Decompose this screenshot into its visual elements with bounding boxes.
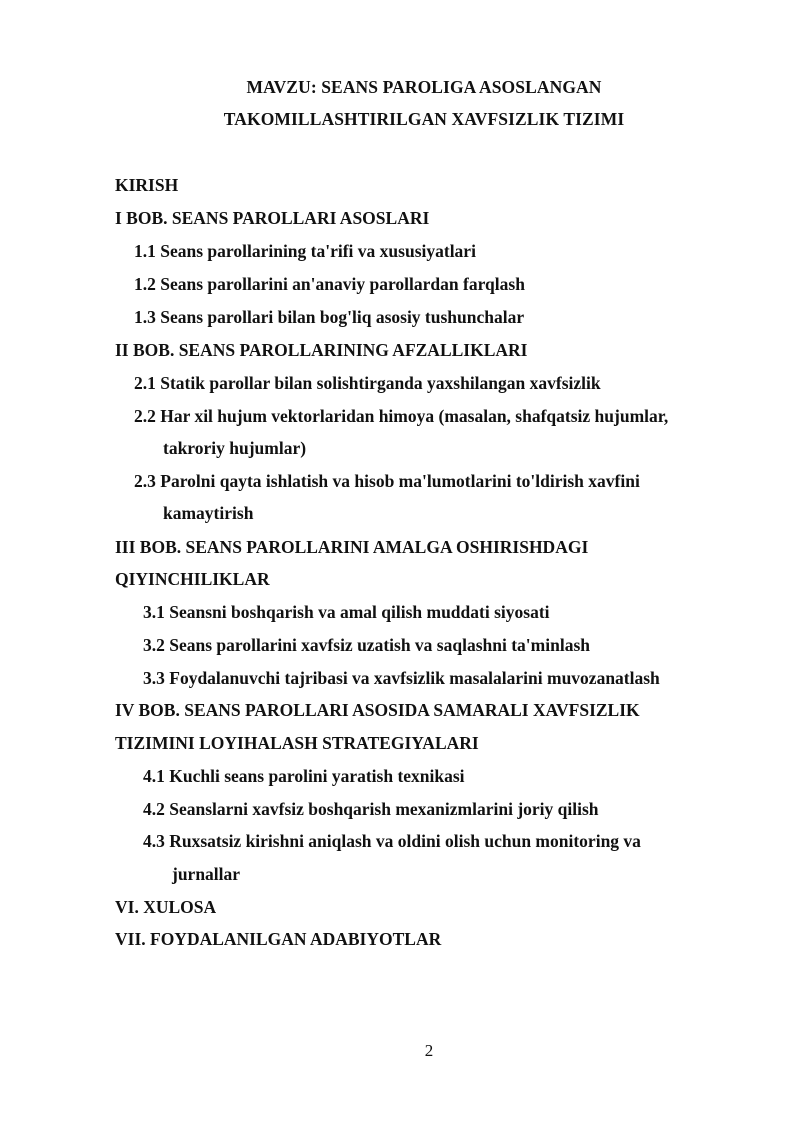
page-number: 2	[424, 1041, 434, 1060]
toc-section-2-2: 2.2 Har xil hujum vektorlaridan himoya (masalan, shafqatsiz hujumlar,	[134, 406, 669, 426]
toc-item-intro: KIRISH	[115, 175, 179, 195]
toc-section-4-3-continuation: jurnallar	[172, 864, 241, 884]
toc-section-3-1: 3.1 Seansni boshqarish va amal qilish muddati siyosati	[143, 602, 550, 622]
toc-section-4-1: 4.1 Kuchli seans parolini yaratish texnikasi	[143, 766, 465, 786]
toc-section-2-2-continuation: takroriy hujumlar)	[163, 438, 307, 458]
toc-section-1-1: 1.1 Seans parollarining ta'rifi va xususiyatlari	[134, 241, 476, 261]
toc-section-2-3-continuation: kamaytirish	[163, 503, 254, 523]
toc-section-4-3: 4.3 Ruxsatsiz kirishni aniqlash va oldini olish uchun monitoring va	[143, 831, 641, 851]
toc-chapter-1: I BOB. SEANS PAROLLARI ASOSLARI	[115, 208, 430, 228]
toc-chapter-3-continuation: QIYINCHILIKLAR	[115, 569, 270, 589]
toc-references: VII. FOYDALANILGAN ADABIYOTLAR	[115, 929, 442, 949]
toc-section-1-2: 1.2 Seans parollarini an'anaviy parollardan farqlash	[134, 274, 525, 294]
toc-chapter-4: IV BOB. SEANS PAROLLARI ASOSIDA SAMARALI XAVFSIZLIK	[115, 700, 640, 720]
toc-section-2-3: 2.3 Parolni qayta ishlatish va hisob ma'lumotlarini to'ldirish xavfini	[134, 471, 640, 491]
toc-section-3-3: 3.3 Foydalanuvchi tajribasi va xavfsizlik masalalarini muvozanatlash	[143, 668, 660, 688]
toc-section-3-2: 3.2 Seans parollarini xavfsiz uzatish va saqlashni ta'minlash	[143, 635, 590, 655]
toc-chapter-2: II BOB. SEANS PAROLLARINING AFZALLIKLARI	[115, 340, 528, 360]
document-title-line-2: TAKOMILLASHTIRILGAN XAVFSIZLIK TIZIMI	[223, 109, 625, 129]
toc-section-1-3: 1.3 Seans parollari bilan bog'liq asosiy tushunchalar	[134, 307, 525, 327]
toc-chapter-3: III BOB. SEANS PAROLLARINI AMALGA OSHIRISHDAGI	[115, 537, 589, 557]
toc-section-2-1: 2.1 Statik parollar bilan solishtirganda yaxshilangan xavfsizlik	[134, 373, 601, 393]
toc-conclusion: VI. XULOSA	[115, 897, 217, 917]
document-title-line-1: MAVZU: SEANS PAROLIGA ASOSLANGAN	[246, 77, 602, 97]
toc-chapter-4-continuation: TIZIMINI LOYIHALASH STRATEGIYALARI	[115, 733, 479, 753]
toc-section-4-2: 4.2 Seanslarni xavfsiz boshqarish mexanizmlarini joriy qilish	[143, 799, 599, 819]
